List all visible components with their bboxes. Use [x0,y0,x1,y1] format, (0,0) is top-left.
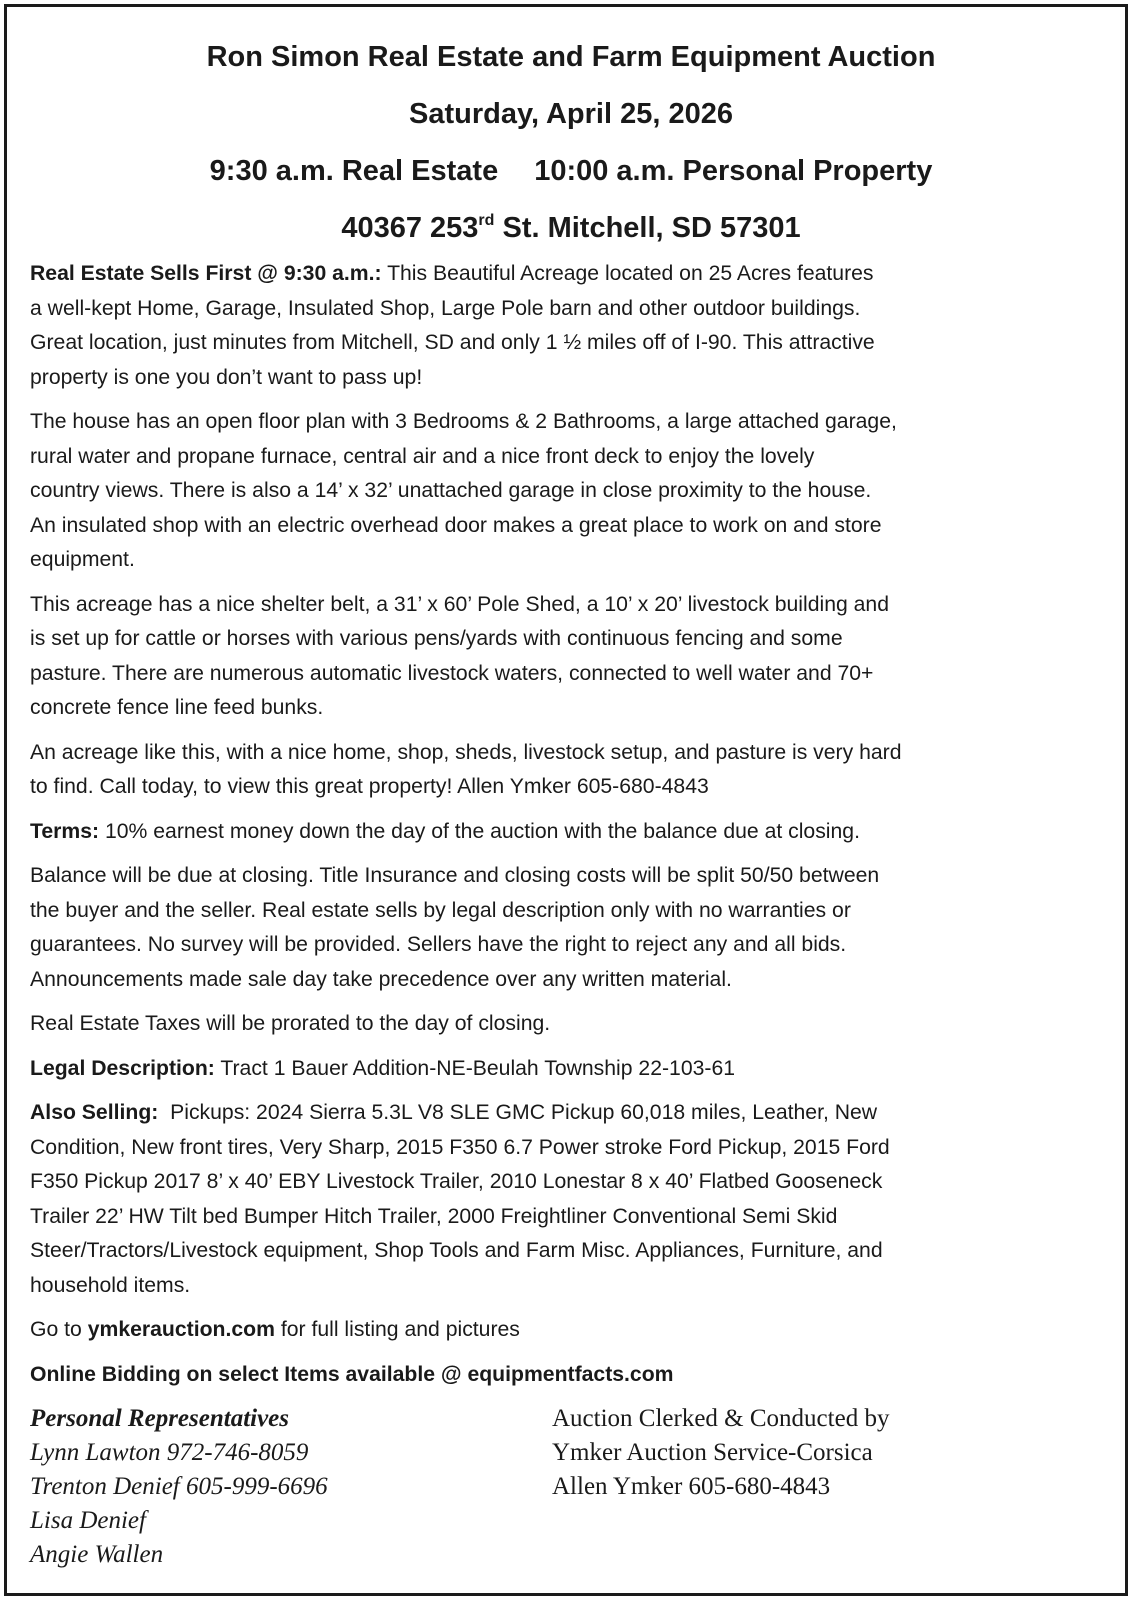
text-line: Steer/Tractors/Livestock equipment, Shop Tools and Farm Misc. Appliances, Furniture, and [30,1239,883,1262]
auction-title: Ron Simon Real Estate and Farm Equipment Auction [206,41,936,73]
text-line: equipment. [30,548,135,571]
time-real-estate: 9:30 a.m. Real Estate [209,155,499,187]
text-line: Balance will be due at closing. Title Insurance and closing costs will be split 50/50 between [30,864,880,887]
paragraph-real-estate-intro [30,257,1112,395]
paragraph-also-selling [30,1096,1112,1303]
auction-clerk [552,1402,889,1504]
text-line: Real Estate Sells First @ 9:30 a.m.: This Beautiful Acreage located on 25 Acres features [30,262,874,285]
text-line: An acreage like this, with a nice home, shop, sheds, livestock setup, and pasture is very hard [30,740,902,764]
clerk-line: Ymker Auction Service-Corsica [552,1439,873,1466]
lead-also-selling: Also Selling: [30,1101,159,1124]
text-line: rural water and propane furnace, central air and a nice front deck to enjoy the lovely [30,444,815,468]
rep-name: Lisa Denief [30,1507,146,1534]
text-line: pasture. There are numerous automatic livestock waters, connected to well water and 70+ [30,661,874,685]
clerk-line: Auction Clerked & Conducted by [552,1405,890,1432]
text-line: Announcements made sale day take precedence over any written material. [30,967,732,991]
paragraph-online-bidding [30,1358,1112,1393]
paragraph-taxes [30,1007,1112,1042]
text-line: Legal Description: Tract 1 Bauer Addition-NE-Beulah Township 22-103-61 [30,1056,736,1080]
paragraph-acreage [30,588,1112,726]
lead-terms: Terms: [30,819,100,843]
reps-heading: Personal Representatives [30,1405,290,1432]
text-line: Online Bidding on select Items available @ equipmentfacts.com [30,1362,674,1386]
rep-name: Trenton Denief 605-999-6696 [30,1473,328,1500]
rep-name: Angie Wallen [30,1541,164,1568]
text-line: Trailer 22’ HW Tilt bed Bumper Hitch Trailer, 2000 Freightliner Conventional Semi Skid [30,1204,838,1228]
personal-representatives [30,1402,328,1572]
ad-content [30,29,1112,1592]
text-line: F350 Pickup 2017 8’ x 40’ EBY Livestock Trailer, 2010 Lonestar 8 x 40’ Flatbed Gooseneck [30,1170,883,1193]
lead-real-estate: Real Estate Sells First @ 9:30 a.m.: [30,262,382,285]
text-line: the buyer and the seller. Real estate sells by legal description only with no warranties or [30,898,851,922]
text-line: Condition, New front tires, Very Sharp, 2015 F350 6.7 Power stroke Ford Pickup, 2015 Ford [30,1135,890,1159]
text-line: Go to ymkerauction.com for full listing and pictures [30,1318,520,1341]
time-personal-property: 10:00 a.m. Personal Property [534,155,933,187]
text-line: An insulated shop with an electric overhead door makes a great place to work on and store [30,513,882,537]
contacts-section [30,1402,1112,1592]
address-number: 40367 253 [341,212,479,244]
text-line: property is one you don’t want to pass up! [30,365,423,389]
address-suffix: rd [478,212,495,229]
paragraph-legal-description [30,1052,1112,1087]
text-line: Real Estate Taxes will be prorated to the day of closing. [30,1012,551,1035]
website-link[interactable]: ymkerauction.com [87,1318,275,1341]
clerk-line: Allen Ymker 605-680-4843 [552,1473,831,1500]
text-line: to find. Call today, to view this great property! Allen Ymker 605-680-4843 [30,775,709,798]
address-rest: St. Mitchell, SD 57301 [494,212,801,244]
text-line: Terms: 10% earnest money down the day of the auction with the balance due at closing. [30,819,860,843]
paragraph-house [30,405,1112,578]
text-line: household items. [30,1273,191,1297]
text-line: concrete fence line feed bunks. [30,696,324,719]
ad-frame [4,4,1128,1596]
text-line: guarantees. No survey will be provided. Sellers have the right to reject any and all bids. [30,933,847,956]
paragraph-call-today [30,736,1112,805]
text-line: is set up for cattle or horses with various pens/yards with continuous fencing and some [30,627,843,650]
text-line: Great location, just minutes from Mitchell, SD and only 1 ½ miles off of I-90. This attractive [30,331,875,354]
text-line: The house has an open floor plan with 3 Bedrooms & 2 Bathrooms, a large attached garage, [30,410,897,433]
rep-name: Lynn Lawton 972-746-8059 [30,1439,309,1466]
paragraph-terms [30,815,1112,850]
auction-address [30,200,1112,257]
auction-date: Saturday, April 25, 2026 [409,98,733,130]
lead-legal: Legal Description: [30,1056,215,1080]
text-line: country views. There is also a 14’ x 32’ unattached garage in close proximity to the house. [30,479,872,502]
auction-times [30,143,1112,200]
text-line: Also Selling: Pickups: 2024 Sierra 5.3L V8 SLE GMC Pickup 60,018 miles, Leather, New [30,1101,878,1124]
text-line: a well-kept Home, Garage, Insulated Shop, Large Pole barn and other outdoor buildings. [30,296,861,320]
text-line: This acreage has a nice shelter belt, a 31’ x 60’ Pole Shed, a 10’ x 20’ livestock building and [30,592,890,616]
paragraph-balance [30,859,1112,997]
paragraph-go-to [30,1313,1112,1348]
